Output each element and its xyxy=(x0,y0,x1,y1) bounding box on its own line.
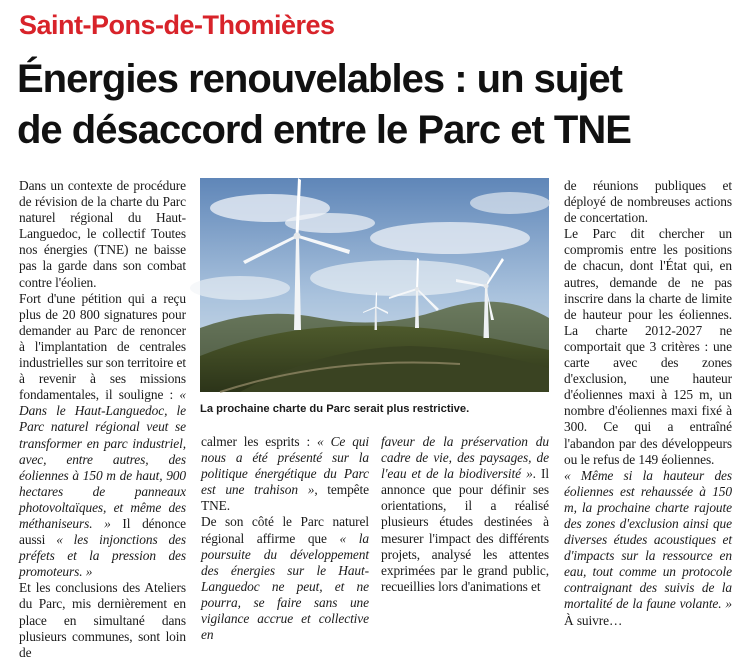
text: . Il annonce que pour définir ses orientations, il a réalisé plusieurs études destinées à mesurer l'impact des différents projets, analysé les attentes exprimées par le grand public, recueillies lors d'animations et xyxy=(381,466,550,594)
paragraph: Le Parc dit chercher un compromis entre les positions de chacun, dont l'État qui, en autres, demande de ne pas inscrire dans la charte de limite de hauteur pour les éoliennes. La charte 2012-2027 ne comportait que 3 critères : une carte avec des zones d'exclusion, une hauteur d'éoliennes maxi à 125 m, un nombre d'éoliennes maxi fixé à 300. Ce qui a entraîné l'abandon par des développeurs ou le refus de 149 éoliennes. xyxy=(564,226,732,467)
text: , tempête TNE. xyxy=(201,482,369,514)
article-column-2 xyxy=(201,434,370,643)
quote: « les injonctions des préfets et la pression des promoteurs. » xyxy=(19,532,186,580)
quote: « Dans le Haut-Languedoc, le Parc naturel régional veut se transformer en parc industriel, avec, entre autres, des éoliennes à 150 m de haut, 900 hectares de panneaux photovoltaïques, et même des méthaniseurs. » xyxy=(19,387,186,531)
headline xyxy=(17,54,737,156)
paragraph xyxy=(381,434,549,595)
paragraph xyxy=(201,434,369,514)
kicker: Saint-Pons-de-Thomières xyxy=(19,10,335,40)
paragraph xyxy=(564,468,732,629)
headline-line-1: Énergies renouvelables : un sujet xyxy=(17,57,622,101)
quote: « la poursuite du développement des énergies sur le Haut-Languedoc ne peut, et ne pourra, se faire sans une vigilance accrue et collective en xyxy=(201,530,369,643)
paragraph xyxy=(19,291,186,581)
paragraph: Et les conclusions des Ateliers du Parc, mis dernièrement en place en simultané dans plusieurs communes, sont loin de xyxy=(19,580,186,660)
paragraph: Dans un contexte de procédure de révision de la charte du Parc naturel régional du Haut-Languedoc, le collectif Toutes nos énergies (TNE) ne baisse pas la garde dans son combat contre l'éolien. xyxy=(19,178,186,290)
wind-turbines-photo xyxy=(200,178,549,392)
paragraph xyxy=(201,514,369,643)
quote: faveur de la préservation du cadre de vie, des paysages, de l'eau et de la biodiversité » xyxy=(381,434,549,482)
article-column-4 xyxy=(564,178,732,628)
headline-line-2: de désaccord entre le Parc et TNE xyxy=(17,108,631,152)
text: Il dénonce aussi xyxy=(19,515,187,548)
paragraph: de réunions publiques et déployé de nombreuses actions de concertation. xyxy=(564,178,732,226)
quote: « Même si la hauteur des éoliennes est rehaussée à 150 m, la prochaine charte rajoute des zones d'exclusion ainsi que diverses études acoustiques et d'impacts sur la ressource en eau, tout comme un protocole contraignant des suivis de la mortalité de la faune volante. » xyxy=(564,467,732,612)
quote: « Ce qui nous a été présenté sur la politique énergétique du Parc est une trahison » xyxy=(201,434,370,498)
article-column-3 xyxy=(381,434,550,594)
photo-caption: La prochaine charte du Parc serait plus restrictive. xyxy=(200,403,470,415)
article-column-1 xyxy=(19,178,187,660)
text: calmer les esprits : xyxy=(201,434,318,449)
text: De son côté le Parc naturel régional affirme que xyxy=(201,514,369,546)
text: Fort d'une pétition qui a reçu plus de 20 800 signatures pour demander au Parc de renoncer à l'implantation de centrales industrielles sur son territoire et à revenir à ses missions fondamentales, il souligne : xyxy=(19,290,186,403)
text: À suivre… xyxy=(564,612,623,628)
